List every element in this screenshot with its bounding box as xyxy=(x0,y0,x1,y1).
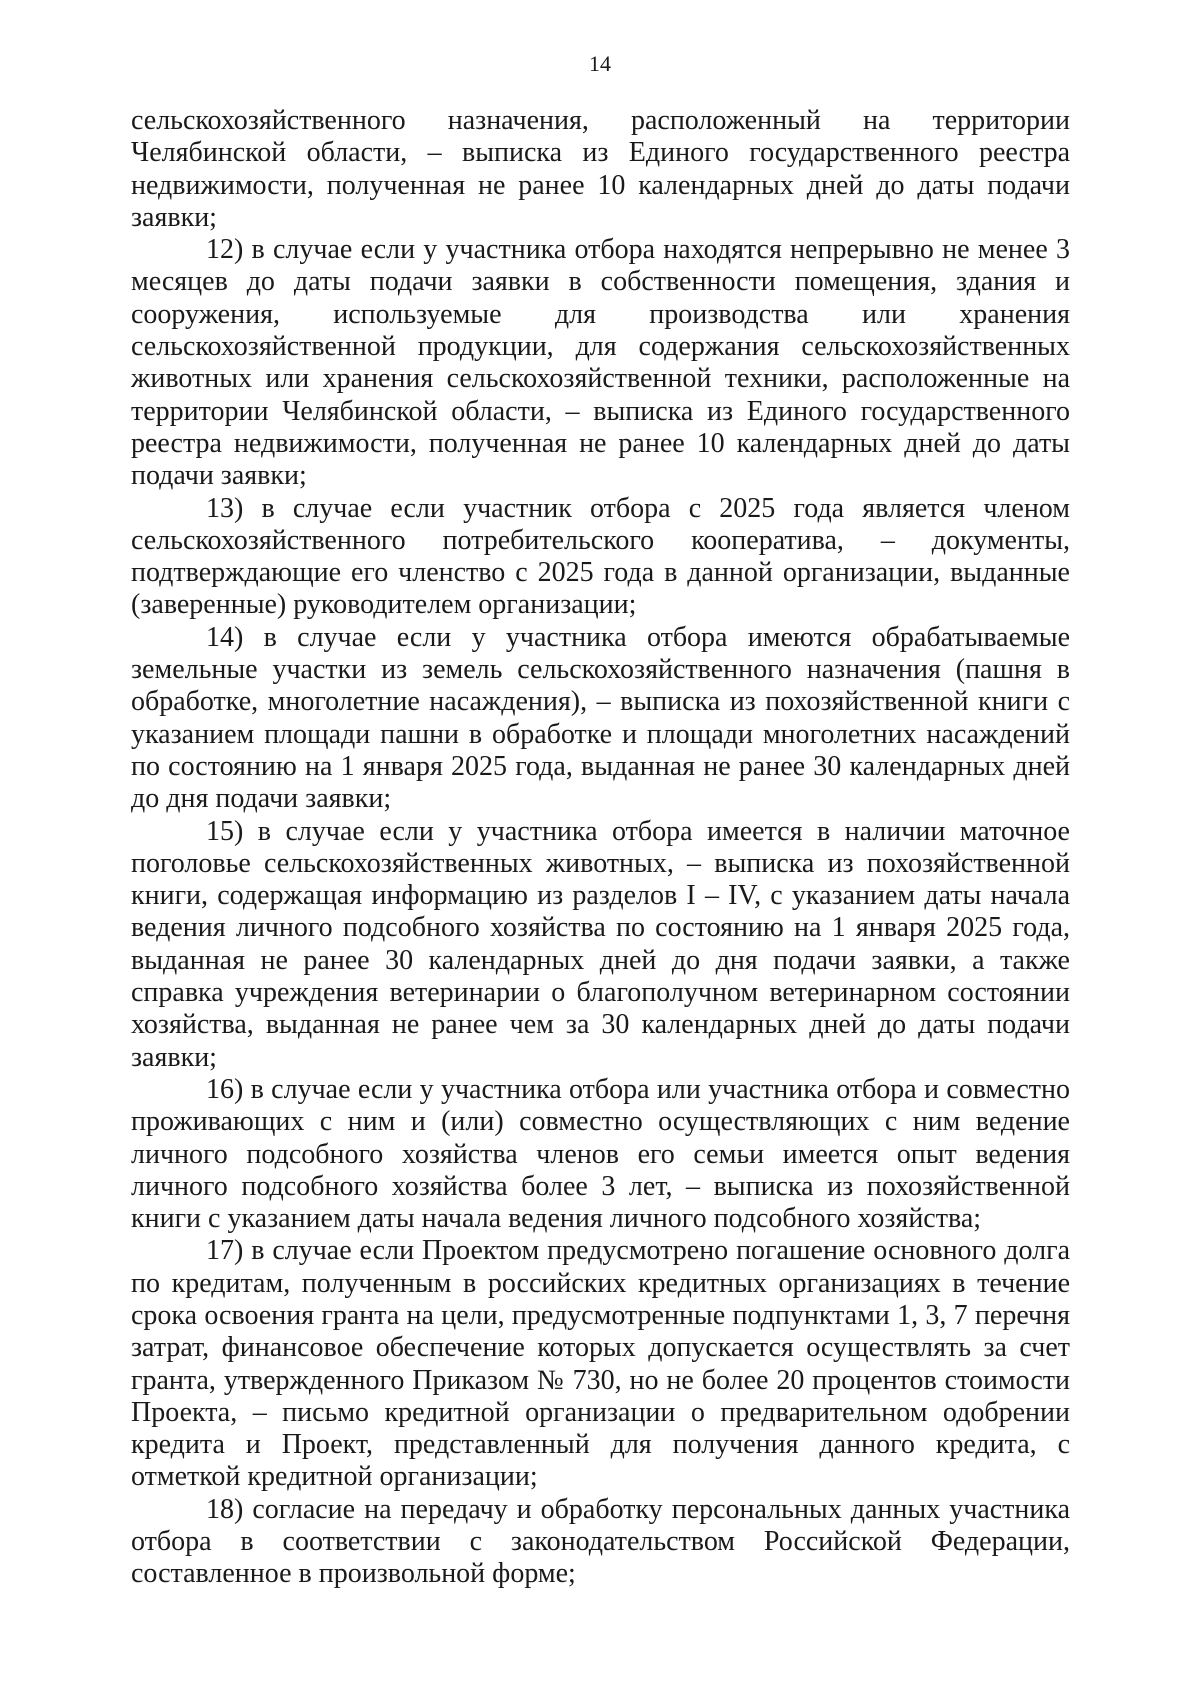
paragraph-item-13: 13) в случае если участник отбора с 2025 года является членом сельскохозяйственного потребительского кооператива, – документы, подтверждающие его членство с 2025 года в данной организации, выданные (заверенные) руководителем организации; xyxy=(131,492,1070,621)
paragraph-item-14: 14) в случае если у участника отбора имеются обрабатываемые земельные участки из земель сельскохозяйственного назначения (пашня в обработке, многолетние насаждения), – выписка из похозяйственной книги с указанием площади пашни в обработке и площади многолетних насаждений по состоянию на 1 января 2025 года, выданная не ранее 30 календарных дней до дня подачи заявки; xyxy=(131,621,1070,815)
paragraph-item-16: 16) в случае если у участника отбора или участника отбора и совместно проживающих с ним и (или) совместно осуществляющих с ним ведение личного подсобного хозяйства членов его семьи имеется опыт ведения личного подсобного хозяйства более 3 лет, – выписка из похозяйственной книги с указанием даты начала ведения личного подсобного хозяйства; xyxy=(131,1073,1070,1235)
document-body xyxy=(131,105,1070,1591)
paragraph-item-17: 17) в случае если Проектом предусмотрено погашение основного долга по кредитам, полученным в российских кредитных организациях в течение срока освоения гранта на цели, предусмотренные подпунктами 1, 3, 7 перечня затрат, финансовое обеспечение которых допускается осуществлять за счет гранта, утвержденного Приказом № 730, но не более 20 процентов стоимости Проекта, – письмо кредитной организации о предварительном одобрении кредита и Проект, представленный для получения данного кредита, с отметкой кредитной организации; xyxy=(131,1235,1070,1493)
paragraph-item-18: 18) согласие на передачу и обработку персональных данных участника отбора в соответствии с законодательством Российской Федерации, составленное в произвольной форме; xyxy=(131,1493,1070,1590)
page-number: 14 xyxy=(589,51,611,76)
paragraph-item-15: 15) в случае если у участника отбора имеется в наличии маточное поголовье сельскохозяйственных животных, – выписка из похозяйственной книги, содержащая информацию из разделов I – IV, с указанием даты начала ведения личного подсобного хозяйства по состоянию на 1 января 2025 года, выданная не ранее 30 календарных дней до дня подачи заявки, а также справка учреждения ветеринарии о благополучном ветеринарном состоянии хозяйства, выданная не ранее чем за 30 календарных дней до даты подачи заявки; xyxy=(131,815,1070,1073)
paragraph-item-12: 12) в случае если у участника отбора находятся непрерывно не менее 3 месяцев до даты подачи заявки в собственности помещения, здания и сооружения, используемые для производства или хранения сельскохозяйственной продукции, для содержания сельскохозяйственных животных или хранения сельскохозяйственной техники, расположенные на территории Челябинской области, – выписка из Единого государственного реестра недвижимости, полученная не ранее 10 календарных дней до даты подачи заявки; xyxy=(131,234,1070,492)
paragraph-11-continuation: сельскохозяйственного назначения, расположенный на территории Челябинской области, – выписка из Единого государственного реестра недвижимости, полученная не ранее 10 календарных дней до даты подачи заявки; xyxy=(131,105,1070,233)
